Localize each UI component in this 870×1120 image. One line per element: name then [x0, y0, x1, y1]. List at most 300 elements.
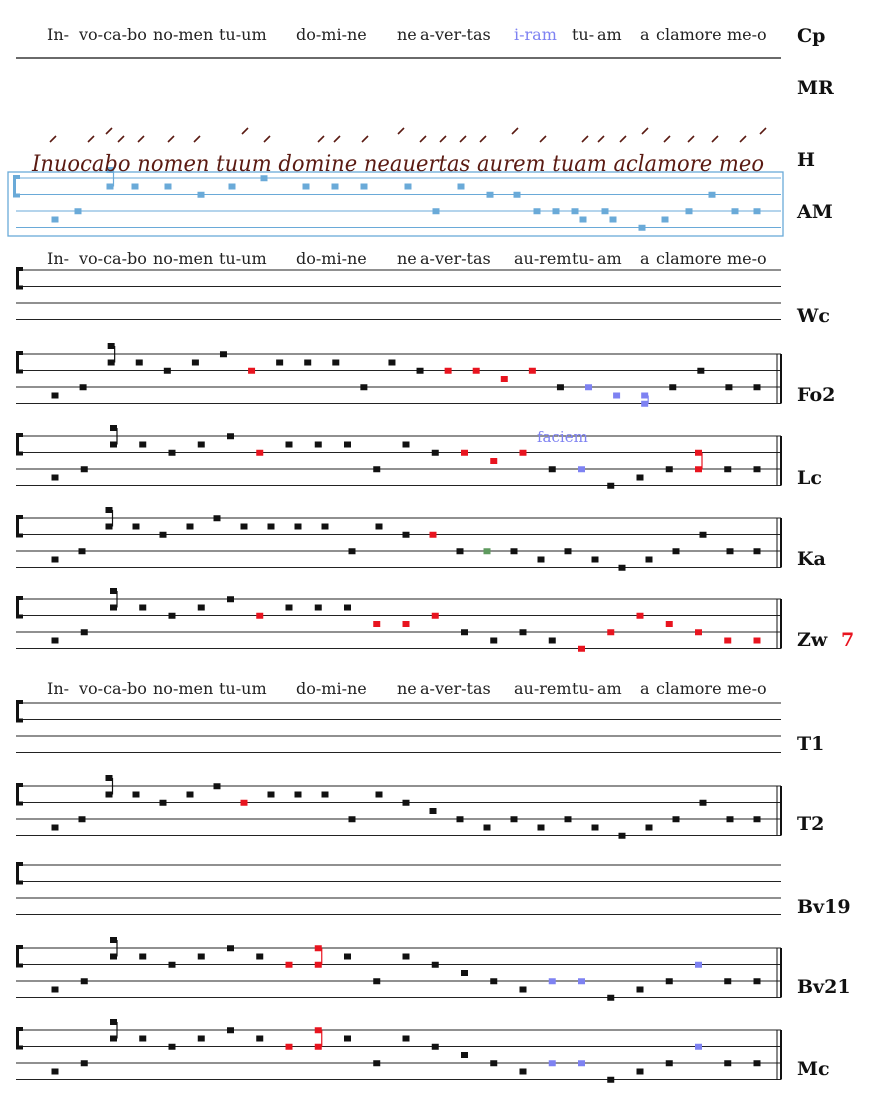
neume-bv21: [227, 945, 234, 951]
neume-fo2: [192, 360, 199, 366]
lyric-syllable: In-: [47, 249, 70, 268]
lyric-syllable: am: [597, 679, 622, 698]
neume-fo2: [445, 368, 452, 374]
lyric-syllable: me-o: [727, 679, 767, 698]
lyric-syllable: do-mi-ne: [296, 679, 367, 698]
neume-fo2: [388, 360, 395, 366]
lyric-syllable: a: [640, 25, 650, 44]
source-label-bv19: Bv19: [797, 896, 851, 918]
neume-bv21: [549, 978, 556, 984]
neume-ka: [322, 524, 329, 530]
neume-mc: [666, 1060, 673, 1066]
source-label-am: AM: [797, 201, 833, 223]
neume-t2: [268, 792, 275, 798]
manuscript-neume-stroke: [334, 136, 340, 142]
neume-t2: [187, 792, 194, 798]
neume-fo2: [641, 401, 648, 407]
c-clef-icon: [16, 700, 23, 723]
neume-lc: [520, 450, 527, 456]
neume-zw: [169, 613, 176, 619]
neume-zw: [81, 629, 88, 635]
neume-zw: [286, 605, 293, 611]
manuscript-neume-stroke: [712, 136, 718, 142]
neume-am: [52, 217, 59, 223]
neume-ka: [160, 532, 167, 538]
neume-mc: [344, 1036, 351, 1042]
neume-zw: [754, 638, 761, 644]
neume-fo2: [754, 384, 761, 390]
neume-lc: [724, 466, 731, 472]
neume-mc: [81, 1060, 88, 1066]
neume-lc: [666, 466, 673, 472]
lyric-syllable: ne: [397, 249, 417, 268]
neume-mc: [227, 1027, 234, 1033]
neume-mc: [286, 1044, 293, 1050]
neume-t2: [376, 792, 383, 798]
manuscript-neume-stroke: [512, 128, 518, 134]
neume-bv21: [110, 937, 117, 943]
manuscript-neume-stroke: [106, 128, 112, 134]
neume-bv21: [578, 978, 585, 984]
neume-mc: [432, 1044, 439, 1050]
neume-zw: [344, 605, 351, 611]
neume-lc: [256, 450, 263, 456]
neume-am: [458, 184, 465, 190]
lyric-syllable: do-mi-ne: [296, 25, 367, 44]
source-labels: [796, 25, 854, 1080]
neume-zw: [461, 629, 468, 635]
neume-t2: [106, 775, 113, 781]
c-clef-icon: [16, 1027, 23, 1050]
neume-lc: [344, 442, 351, 448]
lyric-syllable: au-rem: [514, 249, 572, 268]
neume-zw: [490, 638, 497, 644]
neume-am: [514, 192, 521, 198]
neume-am: [572, 208, 579, 214]
neume-t2: [565, 816, 572, 822]
neume-ka: [106, 524, 113, 530]
neume-zw: [52, 638, 59, 644]
lyric-syllable: au-rem: [514, 679, 572, 698]
neume-lc: [198, 442, 205, 448]
neume-ka: [754, 548, 761, 554]
source-label-wc: Wc: [797, 305, 830, 327]
neume-fo2: [164, 368, 171, 374]
lyric-syllable: am: [597, 249, 622, 268]
neume-ka: [349, 548, 356, 554]
neume-lc: [52, 475, 59, 481]
neume-fo2: [501, 376, 508, 382]
am-box: [8, 172, 783, 236]
neume-fo2: [220, 351, 227, 357]
neume-ka: [79, 548, 86, 554]
neume-mc: [198, 1036, 205, 1042]
lyric-syllable: vo-ca-bo: [79, 25, 147, 44]
variant-note-faciem: faciem: [537, 428, 588, 446]
lyric-syllable: i-ram: [514, 25, 557, 44]
neume-t2: [430, 808, 437, 814]
neume-bv21: [169, 962, 176, 968]
lyric-syllable: vo-ca-bo: [79, 249, 147, 268]
lyric-row-3: [47, 679, 767, 698]
manuscript-neume-stroke: [688, 136, 694, 142]
neume-zw: [432, 613, 439, 619]
neume-am: [610, 217, 617, 223]
manuscript-neume-stroke: [362, 136, 368, 142]
neume-ka: [592, 557, 599, 563]
c-clef-icon: [13, 175, 20, 198]
source-label-zw: Zw: [797, 629, 828, 651]
neume-fo2: [473, 368, 480, 374]
c-clef-icon: [16, 433, 23, 456]
c-clef-icon: [16, 515, 23, 538]
neume-bv21: [52, 987, 59, 993]
lyric-syllable: me-o: [727, 249, 767, 268]
neume-fo2: [613, 393, 620, 399]
neume-am: [754, 208, 761, 214]
neume-lc: [754, 466, 761, 472]
neume-lc: [227, 433, 234, 439]
neume-t2: [214, 783, 221, 789]
neume-zw: [139, 605, 146, 611]
neume-t2: [295, 792, 302, 798]
neume-mc: [110, 1036, 117, 1042]
neume-lc: [139, 442, 146, 448]
lyric-syllable: clamore: [656, 249, 722, 268]
neume-ka: [430, 532, 437, 538]
neume-zw: [403, 621, 410, 627]
neume-mc: [754, 1060, 761, 1066]
neume-fo2: [304, 360, 311, 366]
neume-mc: [373, 1060, 380, 1066]
neume-fo2: [332, 360, 339, 366]
lyric-syllable: tu-um: [219, 249, 267, 268]
manuscript-neume-stroke: [480, 136, 486, 142]
neume-am: [361, 184, 368, 190]
manuscript-neume-stroke: [194, 136, 200, 142]
neume-am: [662, 217, 669, 223]
lyric-syllable: a-ver-tas: [420, 25, 491, 44]
neume-mc: [724, 1060, 731, 1066]
neume-zw: [315, 605, 322, 611]
lyric-syllable: me-o: [727, 25, 767, 44]
neume-lc: [315, 442, 322, 448]
c-clef-icon: [16, 945, 23, 968]
neume-fo2: [641, 393, 648, 399]
neume-bv21: [373, 978, 380, 984]
neume-mc: [52, 1069, 59, 1075]
lyric-syllable: In-: [47, 679, 70, 698]
neume-zw: [520, 629, 527, 635]
neume-fo2: [360, 384, 367, 390]
neume-ka: [52, 557, 59, 563]
manuscript-lyrics: Inuocabo nomen tuum domine neauertas aurem tuam aclamore meo: [31, 152, 764, 177]
neume-zw: [227, 596, 234, 602]
source-label-fo2: Fo2: [797, 384, 836, 406]
neume-t2: [538, 825, 545, 831]
neume-fo2: [529, 368, 536, 374]
manuscript-neume-stroke: [168, 136, 174, 142]
manuscript-neume-stroke: [642, 128, 648, 134]
neume-bv21: [432, 962, 439, 968]
neume-mc: [695, 1044, 702, 1050]
manuscript-neume-stroke: [582, 136, 588, 142]
neume-lc: [637, 475, 644, 481]
lyric-syllable: tu-: [572, 679, 595, 698]
neume-fo2: [136, 360, 143, 366]
neume-t2: [727, 816, 734, 822]
lyric-syllable: a: [640, 679, 650, 698]
manuscript-neume-stroke: [540, 136, 546, 142]
neume-ka: [511, 548, 518, 554]
lyric-row-cp: [47, 25, 767, 44]
neume-zw: [110, 605, 117, 611]
manuscript-neume-stroke: [118, 136, 124, 142]
neume-t2: [79, 816, 86, 822]
neume-mc: [607, 1077, 614, 1083]
neume-mc: [256, 1036, 263, 1042]
neume-t2: [484, 825, 491, 831]
neume-bv21: [81, 978, 88, 984]
neume-zw: [695, 629, 702, 635]
neume-lc: [607, 483, 614, 489]
neume-lc: [373, 466, 380, 472]
neume-bv21: [315, 945, 322, 951]
neume-lc: [110, 442, 117, 448]
neume-am: [487, 192, 494, 198]
neume-am: [332, 184, 339, 190]
manuscript-neume-stroke: [460, 136, 466, 142]
neume-am: [433, 208, 440, 214]
neume-ka: [241, 524, 248, 530]
neume-lc: [695, 466, 702, 472]
neume-t2: [349, 816, 356, 822]
lyric-syllable: no-men: [153, 679, 214, 698]
manuscript-neume-stroke: [760, 128, 766, 134]
source-label-mc: Mc: [797, 1058, 830, 1080]
neume-zw: [256, 613, 263, 619]
neume-ka: [403, 532, 410, 538]
neume-am: [602, 208, 609, 214]
neume-fo2: [669, 384, 676, 390]
neume-fo2: [248, 368, 255, 374]
neume-mc: [315, 1027, 322, 1033]
neume-ka: [214, 515, 221, 521]
neume-am: [198, 192, 205, 198]
neume-mc: [520, 1069, 527, 1075]
neume-bv21: [139, 954, 146, 960]
neume-am: [709, 192, 716, 198]
neume-lc: [578, 466, 585, 472]
neume-fo2: [417, 368, 424, 374]
neume-fo2: [697, 368, 704, 374]
neume-am: [732, 208, 739, 214]
neume-t2: [403, 800, 410, 806]
neume-ka: [268, 524, 275, 530]
lyric-syllable: no-men: [153, 249, 214, 268]
neume-ka: [727, 548, 734, 554]
neume-bv21: [286, 962, 293, 968]
neume-bv21: [490, 978, 497, 984]
neume-mc: [578, 1060, 585, 1066]
neume-lc: [81, 466, 88, 472]
staff-lines: [13, 58, 781, 1080]
neume-bv21: [637, 987, 644, 993]
neume-am: [75, 208, 82, 214]
c-clef-icon: [16, 783, 23, 806]
neume-mc: [637, 1069, 644, 1075]
neume-t2: [592, 825, 599, 831]
neume-ka: [484, 548, 491, 554]
neume-mc: [490, 1060, 497, 1066]
source-label-cp: Cp: [797, 25, 826, 47]
manuscript-neumes: [50, 128, 766, 142]
neume-fo2: [108, 360, 115, 366]
lyric-syllable: ne: [397, 679, 417, 698]
neume-t2: [106, 792, 113, 798]
neume-bv21: [520, 987, 527, 993]
neume-lc: [169, 450, 176, 456]
lyric-syllable: clamore: [656, 25, 722, 44]
neume-zw: [198, 605, 205, 611]
neume-ka: [376, 524, 383, 530]
neume-ka: [565, 548, 572, 554]
neume-ka: [538, 557, 545, 563]
manuscript-neume-stroke: [50, 136, 56, 142]
manuscript-neume-stroke: [88, 136, 94, 142]
neume-bv21: [695, 962, 702, 968]
neume-ka: [295, 524, 302, 530]
manuscript-h: [31, 128, 766, 177]
lyric-syllable: do-mi-ne: [296, 249, 367, 268]
neume-lc: [432, 450, 439, 456]
neume-t2: [52, 825, 59, 831]
neume-mc: [461, 1052, 468, 1058]
neume-ka: [700, 532, 707, 538]
neume-ka: [457, 548, 464, 554]
lyric-syllable: vo-ca-bo: [79, 679, 147, 698]
manuscript-neume-stroke: [264, 136, 270, 142]
neume-am: [303, 184, 310, 190]
lyric-syllable: ne: [397, 25, 417, 44]
neume-am: [686, 208, 693, 214]
manuscript-neume-stroke: [318, 136, 324, 142]
neume-t2: [457, 816, 464, 822]
neume-zw: [578, 646, 585, 652]
neume-layer: [52, 167, 761, 1083]
neume-zw: [666, 621, 673, 627]
neume-mc: [110, 1019, 117, 1025]
source-label-h: H: [797, 149, 815, 171]
neume-t2: [511, 816, 518, 822]
neume-t2: [673, 816, 680, 822]
neume-am: [229, 184, 236, 190]
neume-lc: [695, 450, 702, 456]
lyric-syllable: tu-um: [219, 679, 267, 698]
neume-ka: [106, 507, 113, 513]
neume-t2: [133, 792, 140, 798]
neume-fo2: [276, 360, 283, 366]
neume-ka: [187, 524, 194, 530]
neume-ka: [646, 557, 653, 563]
manuscript-neume-stroke: [398, 128, 404, 134]
neume-bv21: [256, 954, 263, 960]
manuscript-neume-stroke: [242, 128, 248, 134]
lyric-syllable: a: [640, 249, 650, 268]
source-label-t1: T1: [797, 733, 825, 755]
neume-zw: [724, 638, 731, 644]
neume-fo2: [108, 343, 115, 349]
c-clef-icon: [16, 862, 23, 885]
neume-am: [553, 208, 560, 214]
source-label-lc: Lc: [797, 467, 822, 489]
neume-am: [639, 225, 646, 231]
neume-t2: [646, 825, 653, 831]
neume-ka: [133, 524, 140, 530]
neume-bv21: [110, 954, 117, 960]
neume-am: [405, 184, 412, 190]
neume-bv21: [607, 995, 614, 1001]
neume-t2: [700, 800, 707, 806]
neume-zw: [549, 638, 556, 644]
neume-mc: [549, 1060, 556, 1066]
neume-bv21: [754, 978, 761, 984]
neume-t2: [160, 800, 167, 806]
neume-fo2: [557, 384, 564, 390]
c-clef-icon: [16, 351, 23, 374]
source-label-bv21: Bv21: [797, 976, 851, 998]
neume-lc: [110, 425, 117, 431]
manuscript-neume-stroke: [598, 136, 604, 142]
lyric-syllable: tu-um: [219, 25, 267, 44]
neume-mc: [315, 1044, 322, 1050]
neume-fo2: [725, 384, 732, 390]
manuscript-neume-stroke: [664, 136, 670, 142]
neume-lc: [461, 450, 468, 456]
c-clef-icon: [16, 267, 23, 290]
lyric-syllable: no-men: [153, 25, 214, 44]
lyric-syllable: In-: [47, 25, 70, 44]
manuscript-neume-stroke: [620, 136, 626, 142]
source-label-zw-number: 7: [841, 629, 855, 651]
neume-bv21: [403, 954, 410, 960]
neume-am: [580, 217, 587, 223]
neume-fo2: [585, 384, 592, 390]
neume-am: [165, 184, 172, 190]
neume-mc: [169, 1044, 176, 1050]
neume-zw: [637, 613, 644, 619]
score-background: [8, 172, 783, 236]
manuscript-neume-stroke: [138, 136, 144, 142]
neume-bv21: [724, 978, 731, 984]
lyric-syllable: tu-: [572, 25, 595, 44]
lyric-syllable: a-ver-tas: [420, 679, 491, 698]
neume-am: [534, 208, 541, 214]
neume-t2: [322, 792, 329, 798]
neume-fo2: [52, 393, 59, 399]
neume-t2: [754, 816, 761, 822]
lyric-syllable: am: [597, 25, 622, 44]
neume-zw: [373, 621, 380, 627]
neume-fo2: [80, 384, 87, 390]
neume-am: [107, 184, 114, 190]
neume-zw: [110, 588, 117, 594]
neume-bv21: [461, 970, 468, 976]
source-label-mr: MR: [797, 77, 834, 99]
lyric-syllable: clamore: [656, 679, 722, 698]
neume-bv21: [344, 954, 351, 960]
neume-lc: [490, 458, 497, 464]
